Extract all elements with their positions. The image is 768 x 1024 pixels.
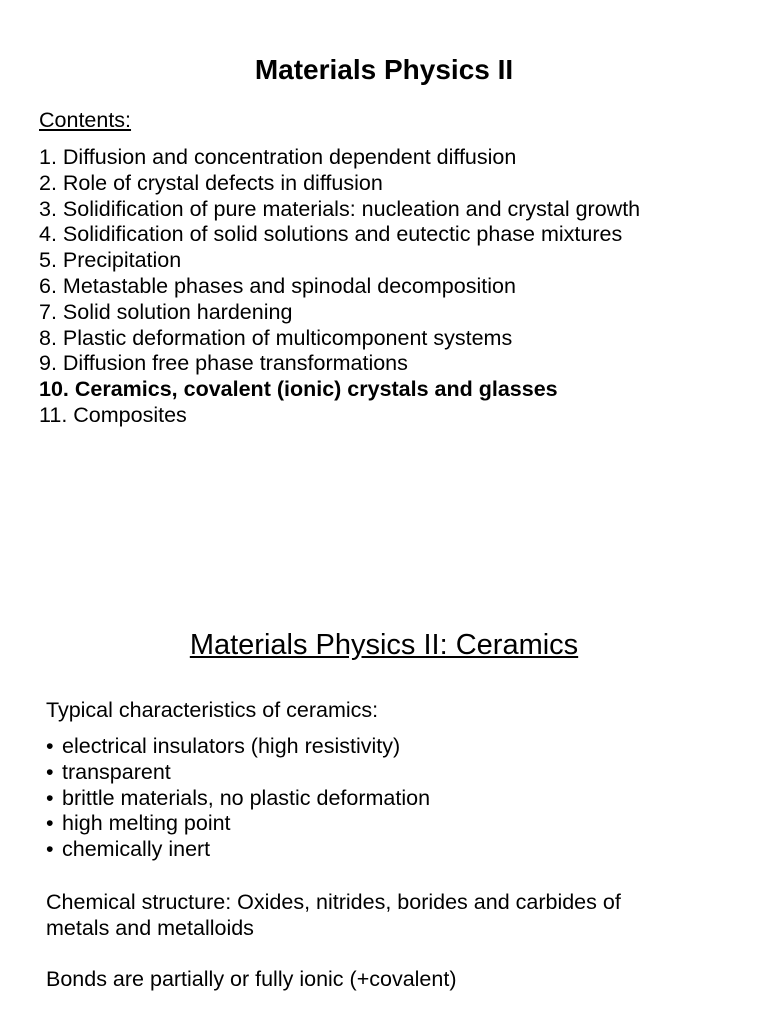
characteristics-intro: Typical characteristics of ceramics: bbox=[46, 698, 379, 722]
contents-item: 9. Diffusion free phase transformations bbox=[39, 351, 408, 376]
slide2-title: Materials Physics II: Ceramics bbox=[189, 629, 579, 661]
contents-item-current: 10. Ceramics, covalent (ionic) crystals and glasses bbox=[39, 377, 558, 402]
bullet-text: brittle materials, no plastic deformation bbox=[62, 785, 431, 810]
contents-item: 1. Diffusion and concentration dependent diffusion bbox=[39, 145, 517, 169]
bullet-icon: • bbox=[46, 811, 54, 836]
bullet-icon: • bbox=[46, 837, 54, 862]
bullet-icon: • bbox=[46, 734, 54, 758]
list-item bbox=[46, 760, 430, 786]
bullet-icon: • bbox=[46, 759, 54, 784]
contents-item: 8. Plastic deformation of multicomponent systems bbox=[39, 325, 513, 350]
contents-item: 3. Solidification of pure materials: nucleation and crystal growth bbox=[39, 196, 641, 221]
bullet-text: transparent bbox=[62, 759, 171, 784]
bonds-text: Bonds are partially or fully ionic (+covalent) bbox=[46, 967, 457, 991]
bullet-text: chemically inert bbox=[62, 837, 211, 862]
contents-item: 6. Metastable phases and spinodal decomposition bbox=[39, 273, 516, 298]
chemical-structure-line2: metals and metalloids bbox=[46, 916, 254, 940]
list-item bbox=[46, 837, 430, 863]
contents-list bbox=[39, 145, 640, 429]
slide2-title-wrap bbox=[0, 626, 768, 664]
list-item bbox=[46, 811, 430, 837]
list-item bbox=[46, 734, 430, 760]
contents-item: 4. Solidification of solid solutions and eutectic phase mixtures bbox=[39, 222, 623, 247]
chemical-structure-line1: Chemical structure: Oxides, nitrides, borides and carbides of bbox=[46, 890, 621, 914]
bullet-text: high melting point bbox=[62, 811, 231, 836]
contents-item: 5. Precipitation bbox=[39, 248, 182, 273]
bullet-text: electrical insulators (high resistivity) bbox=[62, 734, 401, 758]
bullet-icon: • bbox=[46, 785, 54, 810]
contents-item: 7. Solid solution hardening bbox=[39, 299, 293, 324]
contents-item: 11. Composites bbox=[39, 402, 187, 427]
contents-heading: Contents: bbox=[39, 108, 132, 132]
slide1-title: Materials Physics II bbox=[254, 54, 514, 85]
contents-item: 2. Role of crystal defects in diffusion bbox=[39, 170, 383, 195]
list-item bbox=[46, 786, 430, 812]
characteristics-list bbox=[46, 734, 430, 863]
